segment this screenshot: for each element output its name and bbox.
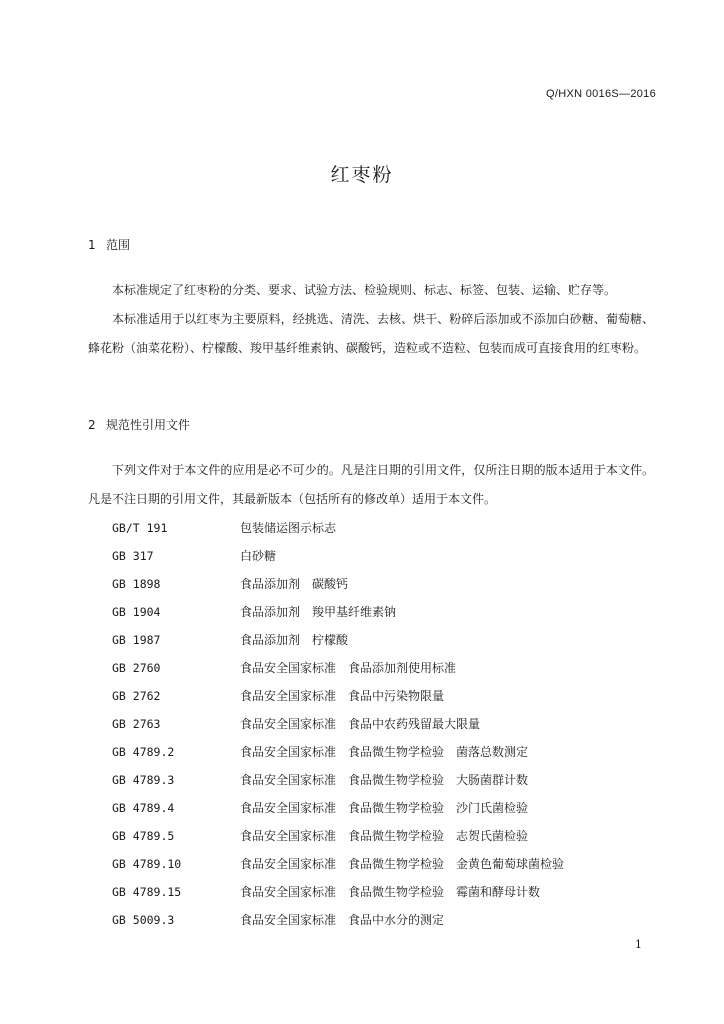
reference-name: 食品安全国家标准 食品微生物学检验 菌落总数测定 <box>240 745 529 759</box>
reference-name: 食品安全国家标准 食品微生物学检验 霉菌和酵母计数 <box>240 885 541 899</box>
reference-name: 包装储运图示标志 <box>240 521 337 535</box>
reference-item <box>112 710 564 738</box>
reference-item <box>112 514 564 542</box>
standard-code: Q/HXN 0016S—2016 <box>546 88 656 100</box>
reference-item <box>112 738 564 766</box>
section-1-heading <box>88 236 130 253</box>
reference-code: GB 1904 <box>112 605 161 619</box>
reference-name: 食品安全国家标准 食品中水分的测定 <box>240 913 445 927</box>
section-2-heading <box>88 416 190 433</box>
reference-name: 食品安全国家标准 食品微生物学检验 志贺氏菌检验 <box>240 829 529 843</box>
section-title: 规范性引用文件 <box>106 418 191 432</box>
reference-name: 食品安全国家标准 食品微生物学检验 金黄色葡萄球菌检验 <box>240 857 565 871</box>
reference-code: GB 1898 <box>112 577 161 591</box>
reference-code: GB 4789.2 <box>112 745 175 759</box>
reference-item <box>112 598 564 626</box>
reference-item <box>112 766 564 794</box>
reference-name: 食品安全国家标准 食品微生物学检验 沙门氏菌检验 <box>240 801 529 815</box>
reference-code: GB/T 191 <box>112 521 168 535</box>
section-1-paragraph-1: 本标准规定了红枣粉的分类、要求、试验方法、检验规则、标志、标签、包装、运输、贮存等。 <box>112 283 617 297</box>
reference-code: GB 4789.10 <box>112 857 182 871</box>
reference-name: 食品安全国家标准 食品中农药残留最大限量 <box>240 717 481 731</box>
reference-item <box>112 654 564 682</box>
reference-code: GB 5009.3 <box>112 913 175 927</box>
reference-name: 食品安全国家标准 食品添加剂使用标准 <box>240 661 457 675</box>
reference-item <box>112 682 564 710</box>
section-number: 2 <box>88 418 96 432</box>
reference-item <box>112 906 564 934</box>
reference-item <box>112 878 564 906</box>
reference-code: GB 317 <box>112 549 154 563</box>
reference-code: GB 2760 <box>112 661 161 675</box>
reference-item <box>112 626 564 654</box>
section-2-paragraph-1: 下列文件对于本文件的应用是必不可少的。凡是注日期的引用文件，仅所注日期的版本适用于本文件。凡是不注日期的引用文件，其最新版本（包括所有的修改单）适用于本文件。 <box>88 463 654 506</box>
reference-item <box>112 822 564 850</box>
reference-code: GB 4789.4 <box>112 801 175 815</box>
reference-item <box>112 570 564 598</box>
reference-code: GB 4789.3 <box>112 773 175 787</box>
reference-code: GB 4789.15 <box>112 885 182 899</box>
reference-name: 食品安全国家标准 食品微生物学检验 大肠菌群计数 <box>240 773 529 787</box>
reference-code: GB 2762 <box>112 689 161 703</box>
reference-item <box>112 794 564 822</box>
reference-code: GB 1987 <box>112 633 161 647</box>
reference-code: GB 4789.5 <box>112 829 175 843</box>
reference-item <box>112 542 564 570</box>
reference-item <box>112 850 564 878</box>
reference-name: 食品添加剂 柠檬酸 <box>240 633 349 647</box>
reference-name: 食品安全国家标准 食品中污染物限量 <box>240 689 445 703</box>
page-number: 1 <box>635 938 642 951</box>
reference-code: GB 2763 <box>112 717 161 731</box>
section-title: 范围 <box>106 238 131 252</box>
reference-name: 食品添加剂 羧甲基纤维素钠 <box>240 605 397 619</box>
section-number: 1 <box>88 238 96 252</box>
document-title: 红枣粉 <box>330 164 394 186</box>
section-1-paragraph-2: 本标准适用于以红枣为主要原料，经挑选、清洗、去核、烘干、粉碎后添加或不添加白砂糖、葡萄糖、蜂花粉（油菜花粉）、柠檬酸、羧甲基纤维素钠、碳酸钙，造粒或不造粒、包装而成可直接食用的红枣粉。 <box>88 312 654 355</box>
reference-name: 食品添加剂 碳酸钙 <box>240 577 349 591</box>
reference-name: 白砂糖 <box>240 549 277 563</box>
reference-list <box>112 514 564 934</box>
